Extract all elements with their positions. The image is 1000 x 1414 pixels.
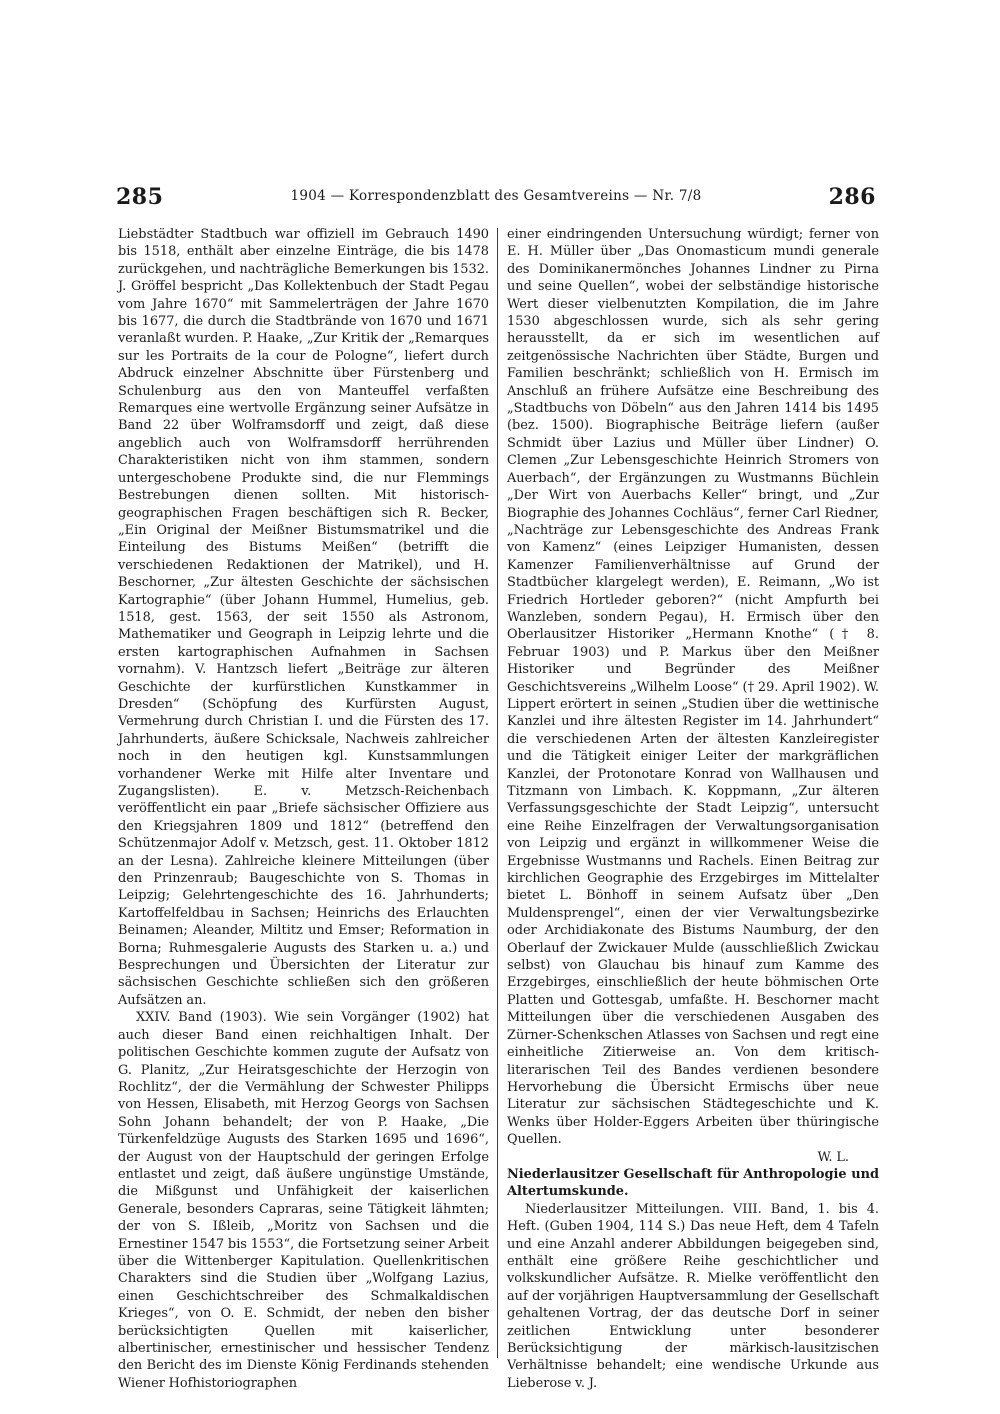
page-number-left: 285 [116,184,164,210]
author-signature: W. L. [817,1149,849,1165]
left-column [118,226,489,1392]
running-title: 1904 — Korrespondenzblatt des Gesamtvereins — Nr. 7/8 [290,188,702,204]
column-divider [497,228,498,1358]
running-header [116,184,876,210]
right-paragraph-1: einer eindringenden Untersuchung würdigt; ferner von E. H. Müller über „Das Onomasticum mundi generale des Dominikanermönches Johannes Lindner zu Pirna und seine Quellen“, wobei der selbständige historische Wert dieser vielbenutzten Kompilation, die im Jahre 1530 abgeschlossen wurde, sich als sehr gering herausstellt, da er sich im wesentlichen auf zeitgenössische Nachrichten über Städte, Burgen und Familien beschränkt; schließlich von H. Ermisch im Anschluß an frühere Aufsätze eine Beschreibung des „Stadtbuchs von Döbeln“ aus den Jahren 1414 bis 1495 (bez. 1500). Biographische Beiträge liefern (außer Schmidt über Lazius und Müller über Lindner) O. Clemen „Zur Lebensgeschichte Heinrich Stromers von Auerbach“, der Ergänzungen zu Wustmanns Büchlein „Der Wirt von Auerbachs Keller“ bringt, und „Zur Biographie des Johannes Cochläus“, ferner Carl Riedner, „Nachträge zur Lebensgeschichte des Andreas Frank von Kamenz“ (eines Leipziger Humanisten, dessen Kamenzer Familienverhältnisse auf Grund der Stadtbücher klargelegt werden), E. Reimann, „Wo ist Friedrich Hortleder geboren?“ (nicht Ampfurth bei Wanzleben, sondern Pegau), H. Ermisch über den Oberlausitzer Historiker „Hermann Knothe“ († 8. Februar 1903) und P. Markus über den Meißner Historiker und Begründer des Meißner Geschichtsvereins „Wilhelm Loose“ († 29. April 1902). W. Lippert erörtert in seinen „Studien über die wettinische Kanzlei und ihre ältesten Register im 14. Jahrhundert“ die verschiedenen Arten der ältesten Kanzleiregister und die Tätigkeit einiger Leiter der markgräflichen Kanzlei, der Protonotare Konrad von Wallhausen und Titzmann von Limbach. K. Koppmann, „Zur älteren Verfassungsgeschichte der Stadt Leipzig“, untersucht eine Reihe Einzelfragen der Verwaltungsorganisation von Leipzig und ergänzt in willkommener Weise die Ergebnisse Wustmanns und Rachels. Einen Beitrag zur kirchlichen Geographie des Erzgebirges im Mittelalter bietet L. Bönhoff in seinem Aufsatz über „Den Muldensprengel“, einen der vier Verwaltungsbezirke oder Archidiakonate des Bistums Naumburg, der den Oberlauf der Zwickauer Mulde (ausschließlich Zwickau selbst) von Glauchau bis hinauf zum Kamme des Erzgebirges, einschließlich der heute böhmischen Orte Platten und Gottesgab, umfaßte. H. Beschorner macht Mitteilungen über die verschiedenen Ausgaben des Zürner-Schenkschen Atlasses von Sachsen und regt eine einheitliche Zitierweise an. Von dem kritisch-literarischen Teil des Bandes verdienen besondere Hervorhebung die Übersicht Ermischs über neue Literatur zur sächsischen Städtegeschichte und K. Wenks über Holder-Eggers Arbeiten über thüringische Quellen. [507,227,879,1148]
page-number-right: 286 [828,184,876,210]
section-heading: Niederlausitzer Gesellschaft für Anthropologie und Altertumskunde. [507,1166,879,1200]
right-column [507,226,879,1392]
left-paragraph-1: Liebstädter Stadtbuch war offiziell im Gebrauch 1490 bis 1518, enthält aber einzelne Einträge, die bis 1478 zurückgehen, und nachträgliche Bemerkungen bis 1532. J. Gröffel bespricht „Das Kollektenbuch der Stadt Pegau vom Jahre 1670“ mit Sammelerträgen der Jahre 1670 bis 1677, die durch die Stadtbrände von 1670 und 1671 veranlaßt wurden. P. Haake, „Zur Kritik der „Remarques sur les Portraits de la cour de Pologne“, liefert durch Abdruck einzelner Abschnitte über Fürstenberg und Schulenburg aus den von Manteuffel verfaßten Remarques eine wertvolle Ergänzung seiner Aufsätze in Band 22 über Wolframsdorff und zeigt, daß diese angeblich auch von Wolframsdorff herrührenden Charakteristiken nicht von ihm stammen, sondern untergeschobene Produkte sind, die nur Flemmings Bestrebungen dienen sollten. Mit historisch-geographischen Fragen beschäftigen sich R. Becker, „Ein Original der Meißner Bistumsmatrikel und die Einteilung des Bistums Meißen“ (betrifft die verschiedenen Redaktionen der Matrikel), und H. Beschorner, „Zur ältesten Geschichte der sächsischen Kartographie“ (über Johann Hummel, Humelius, geb. 1518, gest. 1563, der seit 1550 als Astronom, Mathematiker und Geograph in Leipzig lehrte und die ersten kartographischen Aufnahmen in Sachsen vornahm). V. Hantzsch liefert „Beiträge zur älteren Geschichte der kurfürstlichen Kunstkammer in Dresden“ (Schöpfung des Kurfürsten August, Vermehrung durch Christian I. und die Fürsten des 17. Jahrhunderts, äußere Schicksale, Nachweis zahlreicher noch in den heutigen kgl. Kunstsammlungen vorhandener Werke mit Hilfe alter Inventare und Zugangslisten). E. v. Metzsch-Reichenbach veröffentlicht ein paar „Briefe sächsischer Offiziere aus den Kriegsjahren 1809 und 1812“ (betreffend den Schützenmajor Adolf v. Metzsch, gest. 11. Oktober 1812 an der Lesna). Zahlreiche kleinere Mitteilungen (über den Prinzenraub; Baugeschichte von S. Thomas in Leipzig; Gelehrtengeschichte des 16. Jahrhunderts; Kartoffelfeldbau in Sachsen; Heinrichs des Erlauchten Beinamen; Aleander, Miltitz und Emser; Reformation in Borna; Ruhmesgalerie Augusts des Starken u. a.) und Besprechungen und Übersichten der Literatur zur sächsischen Geschichte schließen sich den größeren Aufsätzen an. [118,227,489,1008]
left-paragraph-2: XXIV. Band (1903). Wie sein Vorgänger (1902) hat auch dieser Band einen reichhaltigen Inhalt. Der politischen Geschichte kommen zugute der Aufsatz von G. Planitz, „Zur Heiratsgeschichte der Herzogin von Rochlitz“, der die Vermählung der Schwester Philipps von Hessen, Elisabeth, mit Herzog Georgs von Sachsen Sohn Johann behandelt; der von P. Haake, „Die Türkenfeldzüge Augusts des Starken 1695 und 1696“, der August von der Hauptschuld der geringen Erfolge entlastet und zeigt, daß äußere ungünstige Umstände, die Mißgunst und Unfähigkeit der kaiserlichen Generale, besonders Capraras, seine Tätigkeit lähmten; der von S. Ißleib, „Moritz von Sachsen und die Ernestiner 1547 bis 1553“, die Fortsetzung seiner Arbeit über die Wittenberger Kapitulation. Quellenkritischen Charakters sind die Studien über „Wolfgang Lazius, einen Geschichtschreiber des Schmalkaldischen Krieges“, von O. E. Schmidt, der neben den bisher berücksichtigten Quellen mit kaiserlicher, albertinischer, ernestinischer und hessischer Tendenz den Bericht des im Dienste König Ferdinands stehenden Wiener Hofhistoriographen [118,1010,489,1391]
right-paragraph-2: Niederlausitzer Mitteilungen. VIII. Band, 1. bis 4. Heft. (Guben 1904, 114 S.) Das neue Heft, dem 4 Tafeln und eine Anzahl anderer Abbildungen beigegeben sind, enthält eine größere Reihe geschichtlicher und volkskundlicher Aufsätze. R. Mielke veröffentlicht den auf der vorjährigen Hauptversammlung der Gesellschaft gehaltenen Vortrag, der das deutsche Dorf in seiner zeitlichen Entwicklung unter besonderer Berücksichtigung der märkisch-lausitzischen Verhältnisse behandelt; eine wendische Urkunde aus Lieberose v. J. [507,1201,879,1391]
